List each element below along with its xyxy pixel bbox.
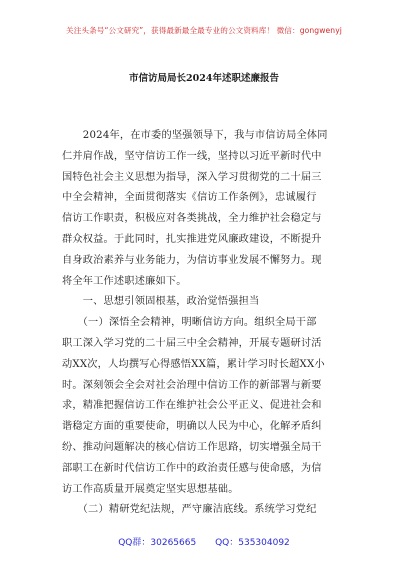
body-line: 自身政治素养与业务能力，为信访事业发展不懈努力。现	[62, 254, 322, 266]
footer-qq: QQ：535304092	[215, 538, 290, 548]
body-line: 仁并肩作战，坚守信访工作一线，坚持以习近平新时代中	[62, 150, 322, 162]
body-line: 信访工作职责，积极应对各类挑战，全力维护社会稳定与	[62, 213, 322, 225]
section-heading: 一、思想引领固根基，政治觉悟强担当	[62, 296, 260, 308]
document-title: 市信访局局长2024年述职述廉报告	[129, 73, 279, 84]
body-line: 纷、推动问题解决的核心信访工作思路，切实增强全局干	[62, 441, 322, 453]
body-line: （二）精研党纪法规，严守廉洁底线。系统学习党纪	[62, 504, 317, 516]
body-line: 谐稳定方面的重要使命，明确以人民为中心，化解矛盾纠	[62, 421, 322, 433]
body-line: 时。深刻领会全会对社会治理中信访工作的新部署与新要	[62, 379, 322, 391]
body-line: 中全会精神，全面贯彻落实《信访工作条例》，忠诚履行	[62, 192, 317, 204]
footer-qq-group: QQ群：30265665	[118, 538, 197, 548]
body-line: 群众权益。于此同时，扎实推进党风廉政建设，不断提升	[62, 233, 322, 245]
body-line: 国特色社会主义思想为指导，深入学习贯彻党的二十届三	[62, 171, 322, 183]
body-line: 职工深入学习党的二十届三中全会精神，开展专题研讨活	[62, 337, 322, 349]
top-banner-text: 关注头条号“公文研究”，获得最新最全最专业的公文资料库！ 微信：gongwenyj	[66, 26, 342, 35]
body-line: 2024年，在市委的坚强领导下，我与市信访局全体同	[62, 130, 328, 141]
document-body	[62, 126, 348, 521]
body-line: 动XX次，人均撰写心得感悟XX篇，累计学习时长超XX小	[62, 358, 325, 370]
body-line: 将全年工作述职述廉如下。	[62, 275, 187, 287]
body-line: 访工作高质量开展奠定坚实思想基础。	[62, 483, 239, 495]
footer-contacts	[0, 535, 408, 548]
body-line: （一）深悟全会精神，明晰信访方向。组织全局干部	[62, 317, 317, 329]
body-line: 部职工在新时代信访工作中的政治责任感与使命感，为信	[62, 462, 322, 474]
body-line: 求，精准把握信访工作在维护社会公平正义、促进社会和	[62, 400, 322, 412]
